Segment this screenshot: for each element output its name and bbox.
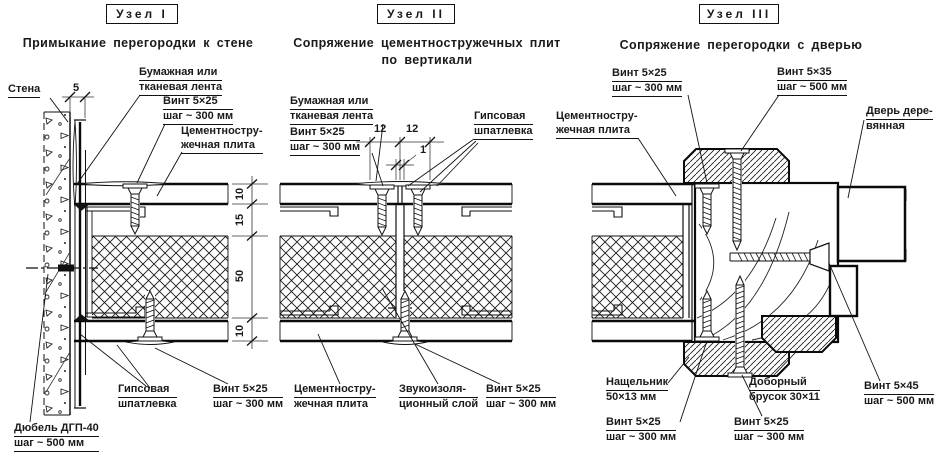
label-dowel: Дюбель ДГП-40 шаг ~ 500 мм <box>14 422 99 452</box>
node3-title: Узел III <box>706 7 772 21</box>
node3-title-box <box>699 4 779 24</box>
label-tape-node2: Бумажная или тканевая лента <box>290 95 373 125</box>
label-csp-node2-bottom: Цементностру- жечная плита <box>294 383 376 410</box>
dim-joint-offset-right: 12 <box>406 123 419 135</box>
node2-subtitle-line2: по вертикали <box>381 53 473 67</box>
label-putty-node1: Гипсовая шпатлевка <box>118 383 177 410</box>
label-door: Дверь дере- вянная <box>866 105 933 132</box>
label-screw-5x35: Винт 5×35 шаг ~ 500 мм <box>777 66 847 96</box>
label-csp-node3-top: Цементностру- жечная плита <box>556 110 638 139</box>
dim-joint-gap: 1 <box>420 144 427 156</box>
label-screw-node3-bottommid: Винт 5×25 шаг ~ 300 мм <box>734 416 805 443</box>
dim-joint-offset-left: 12 <box>374 123 387 135</box>
dim-chain-core: 50 <box>234 269 247 283</box>
dim-chain-plate-top: 10 <box>234 187 247 201</box>
label-csp-node1: Цементностру- жечная плита <box>181 125 263 154</box>
dim-wall-gap: 5 <box>73 82 80 94</box>
node3-subtitle: Сопряжение перегородки с дверью <box>619 38 863 52</box>
node2-subtitle-line1: Сопряжение цементностружечных плит <box>293 36 561 50</box>
label-screw-node3-topleft: Винт 5×25 шаг ~ 300 мм <box>612 67 682 97</box>
label-extension-bar: Доборный брусок 30×11 <box>749 376 820 403</box>
node2-title: Узел II <box>387 7 445 21</box>
node1-title: Узел I <box>116 7 168 21</box>
label-screw-node2-bottom: Винт 5×25 шаг ~ 300 мм <box>486 383 557 410</box>
label-putty-node2: Гипсовая шпатлевка <box>474 110 533 140</box>
node1-title-box <box>106 4 178 24</box>
label-screw-node1-bottom: Винт 5×25 шаг ~ 300 мм <box>213 383 284 410</box>
label-cover-strip: Нащельник 50×13 мм <box>606 376 669 403</box>
label-screw-node3-bottomleft: Винт 5×25 шаг ~ 300 мм <box>606 416 677 443</box>
label-screw-node1-top: Винт 5×25 шаг ~ 300 мм <box>163 95 233 125</box>
node1-subtitle: Примыкание перегородки к стене <box>22 36 254 50</box>
label-wall: Стена <box>8 83 40 98</box>
label-sound-insulation: Звукоизоля- ционный слой <box>399 383 479 410</box>
node2-title-box <box>377 4 455 24</box>
label-screw-5x45: Винт 5×45 шаг ~ 500 мм <box>864 380 935 407</box>
dim-chain-airgap: 15 <box>234 213 247 227</box>
label-screw-node2-top: Винт 5×25 шаг ~ 300 мм <box>290 126 360 156</box>
dim-chain-plate-bottom: 10 <box>234 324 247 338</box>
label-tape-node1: Бумажная или тканевая лента <box>139 66 222 96</box>
